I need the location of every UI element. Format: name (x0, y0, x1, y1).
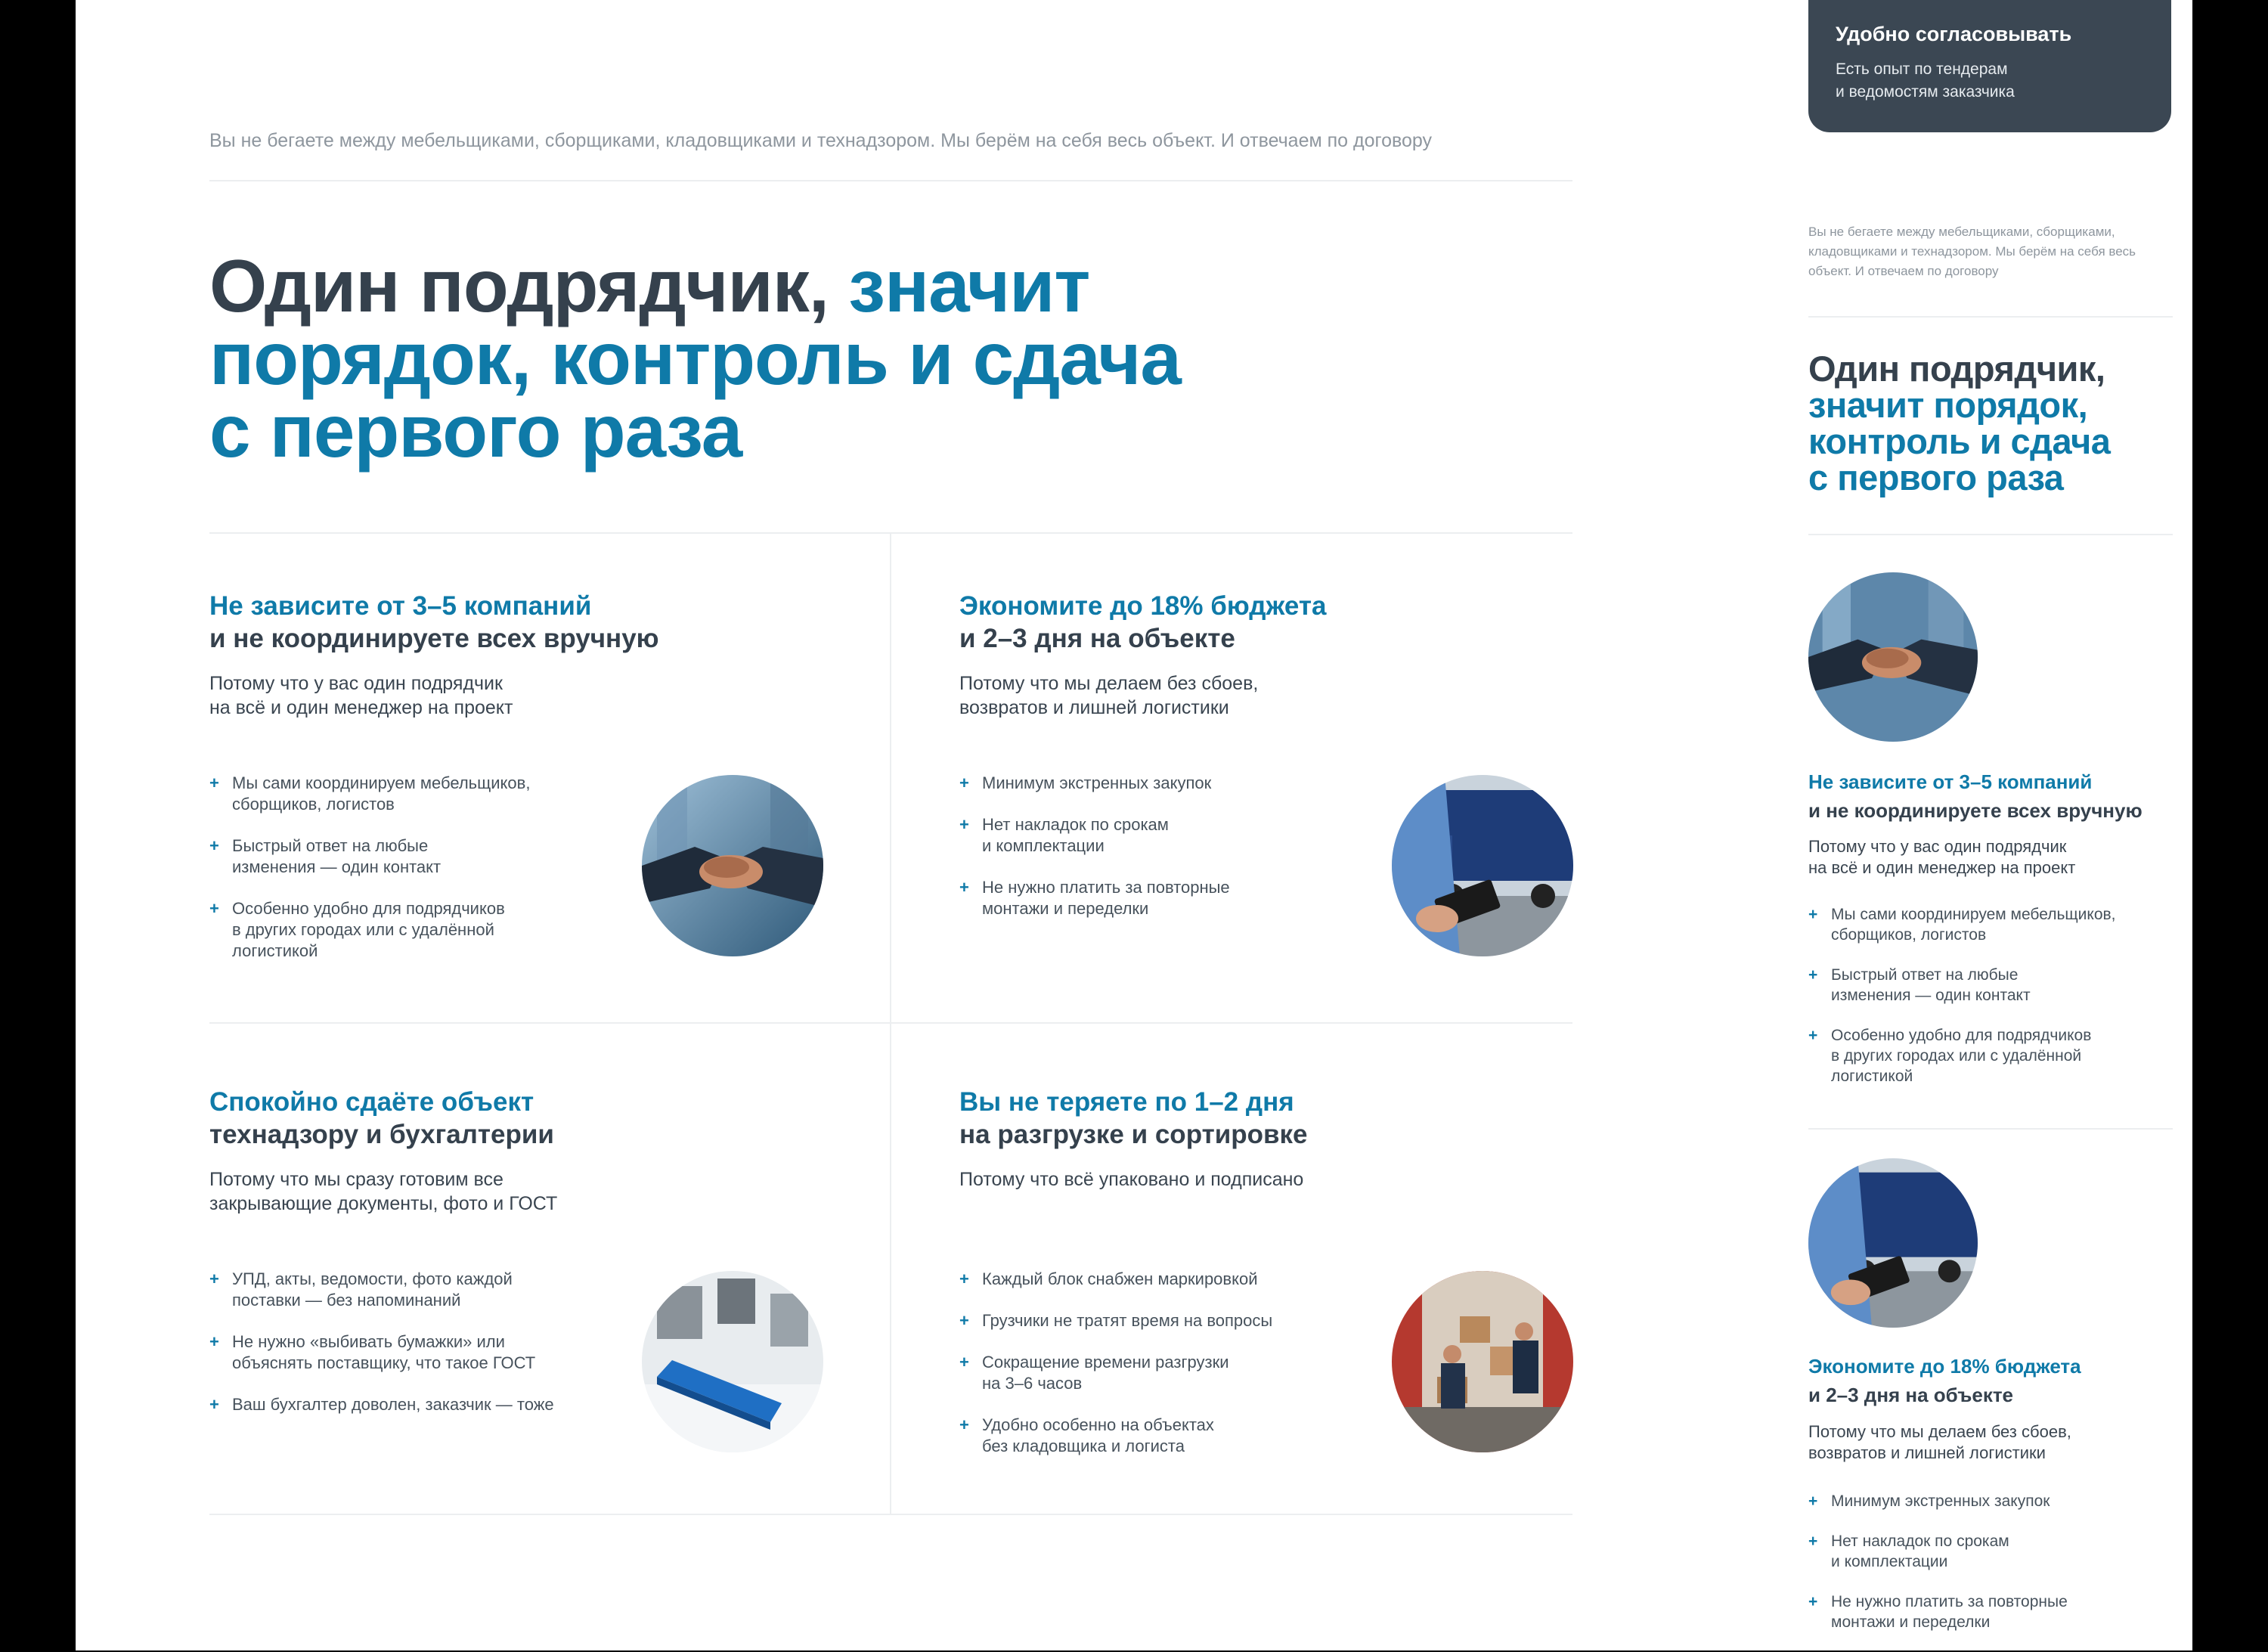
truck-notebook-photo-icon (1392, 775, 1573, 956)
bullet-line: изменения — один контакт (1831, 987, 2031, 1004)
card-bullets (1808, 904, 2171, 1106)
list-item (209, 835, 565, 878)
bullet-line: логистикой (232, 941, 318, 960)
card-title (1808, 767, 2179, 825)
title-line: с первого раза (1808, 457, 2064, 497)
bullet-line: в других городах или с удалённой (1831, 1047, 2082, 1065)
divider (1808, 1128, 2173, 1130)
bullet-line: объяснять поставщику, что такое ГОСТ (232, 1353, 536, 1372)
handshake-photo-icon (1808, 572, 1978, 742)
bullet-line: Минимум экстренных закупок (1831, 1492, 2050, 1510)
list-item (209, 898, 565, 962)
bullet-line: сборщиков, логистов (232, 795, 395, 814)
plus-icon: + (1808, 906, 1818, 923)
title-line: Один подрядчик, (1808, 349, 2105, 389)
card-title-accent: Экономите до 18% бюджета (959, 591, 1327, 621)
desktop-panel (76, 0, 1709, 1650)
bullet-line: Каждый блок снабжен маркировкой (982, 1269, 1258, 1288)
intro-line: объект. И отвечаем по договору (1808, 264, 1999, 278)
tip-text-line: Есть опыт по тендерам (1836, 60, 2008, 78)
plus-icon: + (1808, 1492, 1818, 1510)
bullet-line: сборщиков, логистов (1831, 926, 1987, 944)
title-part1: Один подрядчик, (209, 244, 829, 327)
list-item (1808, 904, 2171, 945)
grid-vertical-divider (890, 534, 891, 1514)
benefit-card-budget (959, 590, 1572, 998)
list-item (209, 1269, 572, 1311)
list-item (209, 1394, 572, 1415)
tip-text-line: и ведомостям заказчика (1836, 83, 2015, 101)
plus-icon: + (959, 815, 969, 834)
bullet-line: Мы сами координируем мебельщиков, (1831, 906, 2116, 923)
plus-icon: + (1808, 1027, 1818, 1044)
mobile-page-title (1808, 351, 2179, 496)
list-item (209, 1331, 572, 1374)
plus-icon: + (209, 1332, 219, 1351)
intro-line: Вы не бегаете между мебельщиками, сборщиками, (1808, 225, 2115, 239)
benefit-card-documents (209, 1086, 875, 1494)
list-item (959, 814, 1322, 857)
list-item (959, 1310, 1322, 1331)
bullet-line: монтажи и переделки (982, 899, 1149, 918)
plus-icon: + (959, 1269, 969, 1288)
card-subtitle-line: на всё и один менеджер на проект (1808, 858, 2076, 877)
bullet-line: Удобно особенно на объектах (982, 1415, 1214, 1434)
plus-icon: + (209, 836, 219, 855)
card-subtitle (1808, 836, 2179, 879)
plus-icon: + (209, 773, 219, 792)
bullet-line: Мы сами координируем мебельщиков, (232, 773, 531, 792)
card-title (959, 590, 1572, 655)
title-line: контроль и сдача (1808, 421, 2111, 461)
card-bullets (1808, 1491, 2171, 1652)
card-subtitle-line: Потому что всё упаковано и подписано (959, 1169, 1304, 1190)
card-title-rest: технадзору и бухгалтерии (209, 1120, 554, 1149)
list-item (1808, 1491, 2171, 1511)
list-item (1808, 1531, 2171, 1572)
card-title-rest: и 2–3 дня на объекте (959, 624, 1235, 653)
bullet-line: УПД, акты, ведомости, фото каждой (232, 1269, 513, 1288)
plus-icon: + (1808, 1593, 1818, 1610)
bullet-line: поставки — без напоминаний (232, 1291, 461, 1310)
card-bullets (209, 1269, 572, 1436)
list-item (959, 1352, 1322, 1394)
card-title-rest: и не координируете всех вручную (1808, 799, 2143, 822)
list-item (1808, 1592, 2171, 1632)
card-subtitle-line: на всё и один менеджер на проект (209, 697, 513, 718)
title-line3: с первого раза (209, 389, 742, 473)
bullet-line: Нет накладок по срокам (1831, 1533, 2009, 1550)
truck-notebook-photo-icon (1808, 1158, 1978, 1328)
bullet-line: изменения — один контакт (232, 857, 442, 876)
card-title-accent: Экономите до 18% бюджета (1808, 1355, 2081, 1378)
list-item (1808, 1025, 2171, 1086)
list-item (959, 1269, 1322, 1290)
card-title-accent: Вы не теряете по 1–2 дня (959, 1087, 1294, 1117)
bullet-line: на 3–6 часов (982, 1374, 1083, 1393)
bullet-line: без кладовщика и логиста (982, 1437, 1185, 1455)
plus-icon: + (959, 1353, 969, 1372)
card-subtitle-line: возвратов и лишней логистики (1808, 1443, 2046, 1462)
bullet-line: Не нужно платить за повторные (1831, 1593, 2068, 1610)
title-line2: порядок, контроль и сдача (209, 317, 1181, 400)
bullet-line: Быстрый ответ на любые (232, 836, 429, 855)
card-title-accent: Спокойно сдаёте объект (209, 1087, 534, 1117)
card-title (209, 1086, 875, 1151)
divider (1808, 316, 2173, 318)
card-title (1808, 1352, 2179, 1409)
card-title (959, 1086, 1572, 1151)
plus-icon: + (959, 1415, 969, 1434)
plus-icon: + (209, 1395, 219, 1414)
bullet-line: и комплектации (982, 836, 1105, 855)
plus-icon: + (209, 1269, 219, 1288)
bullet-line: Грузчики не тратят время на вопросы (982, 1311, 1273, 1330)
card-subtitle-line: закрывающие документы, фото и ГОСТ (209, 1193, 558, 1214)
card-title-rest: и 2–3 дня на объекте (1808, 1384, 2014, 1406)
grid-bottom-divider (209, 1514, 1572, 1515)
plus-icon: + (209, 899, 219, 918)
bullet-line: в других городах или с удалённой (232, 920, 494, 939)
list-item (959, 773, 1322, 794)
mobile-panel (1709, 0, 2192, 1650)
card-subtitle (959, 1167, 1572, 1192)
bullet-line: Быстрый ответ на любые (1831, 966, 2019, 984)
plus-icon: + (959, 773, 969, 792)
list-item (1808, 965, 2171, 1006)
card-subtitle (1808, 1421, 2179, 1464)
intro-text: Вы не бегаете между мебельщиками, сборщиками, кладовщиками и технадзором. Мы берём на себя весь объект. И отвечаем по договору (209, 130, 1433, 151)
bullet-line: Сокращение времени разгрузки (982, 1353, 1229, 1372)
plus-icon: + (959, 1311, 969, 1330)
bullet-line: Не нужно платить за повторные (982, 878, 1230, 897)
card-title-rest: на разгрузке и сортировке (959, 1120, 1308, 1149)
card-bullets (959, 773, 1322, 940)
card-title (209, 590, 875, 655)
card-subtitle-line: Потому что мы сразу готовим все (209, 1169, 503, 1190)
intro-line: кладовщиками и технадзором. Мы берём на себя весь (1808, 244, 2136, 259)
tip-text (1836, 58, 2015, 104)
card-subtitle-line: Потому что у вас один подрядчик (209, 673, 503, 694)
card-bullets (959, 1269, 1322, 1477)
card-subtitle-line: Потому что мы делаем без сбоев, (959, 673, 1259, 694)
plus-icon: + (1808, 1533, 1818, 1550)
list-item (959, 1415, 1322, 1457)
benefit-card-unloading (959, 1086, 1572, 1509)
mobile-intro-text (1808, 222, 2179, 281)
list-item (209, 773, 565, 815)
bullet-line: Особенно удобно для подрядчиков (232, 899, 505, 918)
bullet-line: и комплектации (1831, 1553, 1948, 1570)
plus-icon: + (1808, 966, 1818, 984)
handshake-photo-icon (642, 775, 823, 956)
card-subtitle-line: возвратов и лишней логистики (959, 697, 1229, 718)
benefit-card-coordination (209, 590, 875, 998)
card-subtitle-line: Потому что у вас один подрядчик (1808, 837, 2067, 856)
office-binder-photo-icon (642, 1271, 823, 1452)
card-bullets (209, 773, 565, 982)
bullet-line: Нет накладок по срокам (982, 815, 1169, 834)
card-subtitle (209, 671, 875, 720)
card-subtitle (209, 1167, 875, 1216)
bullet-line: монтажи и переделки (1831, 1613, 1991, 1631)
bullet-line: Минимум экстренных закупок (982, 773, 1212, 792)
card-subtitle (959, 671, 1572, 720)
card-title-accent: Не зависите от 3–5 компаний (1808, 770, 2093, 793)
bullet-line: Особенно удобно для подрядчиков (1831, 1027, 2092, 1044)
divider (209, 180, 1572, 181)
card-title-accent: Не зависите от 3–5 компаний (209, 591, 592, 621)
tip-title: Удобно согласовывать (1836, 23, 2072, 45)
card-title-rest: и не координируете всех вручную (209, 624, 659, 653)
bullet-line: Ваш бухгалтер доволен, заказчик — тоже (232, 1395, 554, 1414)
title-line: значит порядок, (1808, 385, 2088, 425)
plus-icon: + (959, 878, 969, 897)
loaders-boxes-photo-icon (1392, 1271, 1573, 1452)
bullet-line: логистикой (1831, 1068, 1913, 1085)
title-part2: значит (848, 244, 1090, 327)
page-title (209, 244, 1495, 473)
list-item (959, 877, 1322, 919)
tip-card (1808, 0, 2171, 132)
card-subtitle-line: Потому что мы делаем без сбоев, (1808, 1422, 2071, 1441)
bullet-line: Не нужно «выбивать бумажки» или (232, 1332, 505, 1351)
divider (1808, 534, 2173, 535)
